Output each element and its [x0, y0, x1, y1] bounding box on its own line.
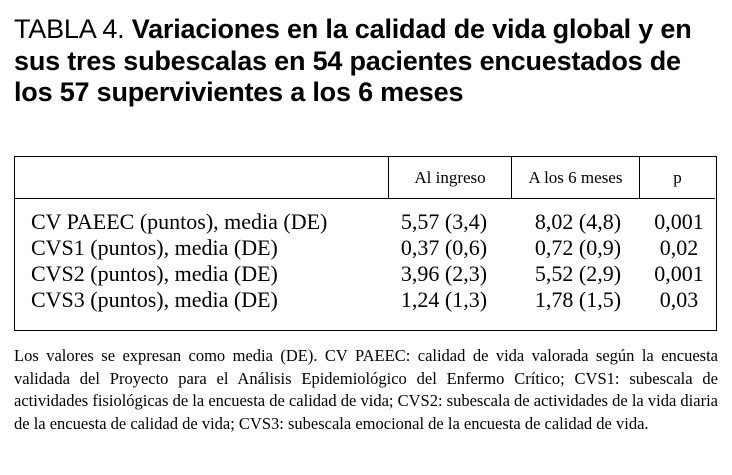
table-row [15, 287, 715, 313]
data-table [14, 156, 717, 331]
header-al-ingreso: Al ingreso [414, 168, 486, 187]
value-p: 0,001 [654, 209, 704, 234]
value-al-ingreso: 1,24 (1,3) [400, 287, 488, 312]
header-p: p [673, 168, 682, 187]
value-a-los-6-meses: 0,72 (0,9) [534, 235, 622, 260]
value-al-ingreso: 0,37 (0,6) [400, 235, 488, 260]
value-p: 0,001 [654, 261, 704, 286]
row-label: CVS2 (puntos), media (DE) [31, 261, 278, 286]
table-row [15, 209, 715, 235]
row-label: CV PAEEC (puntos), media (DE) [31, 209, 328, 234]
table-body [15, 209, 715, 313]
table-footnote: Los valores se expresan como media (DE). CV PAEEC: calidad de vida valorada según la encuesta validada del Proyecto para el Análisis Epidemiológico del Enfermo Crítico; CVS1: subescala de actividades fisiológicas de la encuesta de calidad de vida; CVS2: subescala de actividades de la vida diaria de la encuesta de calidad de vida; CVS3: subescala emocional de la encuesta de calidad de vida. [14, 346, 718, 433]
header-empty [15, 157, 388, 198]
table-row [15, 235, 715, 261]
table-title: Variaciones en la calidad de vida global y en sus tres subescalas en 54 pacientes encuestados de los 57 supervivientes a los 6 meses [14, 14, 692, 107]
value-p: 0,02 [659, 235, 699, 260]
table-caption [14, 14, 726, 109]
table-header-row [15, 157, 715, 199]
table-row [15, 261, 715, 287]
row-label: CVS1 (puntos), media (DE) [31, 235, 278, 260]
value-a-los-6-meses: 1,78 (1,5) [534, 287, 622, 312]
value-p: 0,03 [659, 287, 699, 312]
header-a-los-6-meses: A los 6 meses [528, 168, 623, 187]
value-a-los-6-meses: 5,52 (2,9) [534, 261, 622, 286]
value-a-los-6-meses: 8,02 (4,8) [534, 209, 622, 234]
row-label: CVS3 (puntos), media (DE) [31, 287, 278, 312]
table-number: TABLA 4. [14, 14, 125, 44]
value-al-ingreso: 3,96 (2,3) [400, 261, 488, 286]
value-al-ingreso: 5,57 (3,4) [400, 209, 488, 234]
